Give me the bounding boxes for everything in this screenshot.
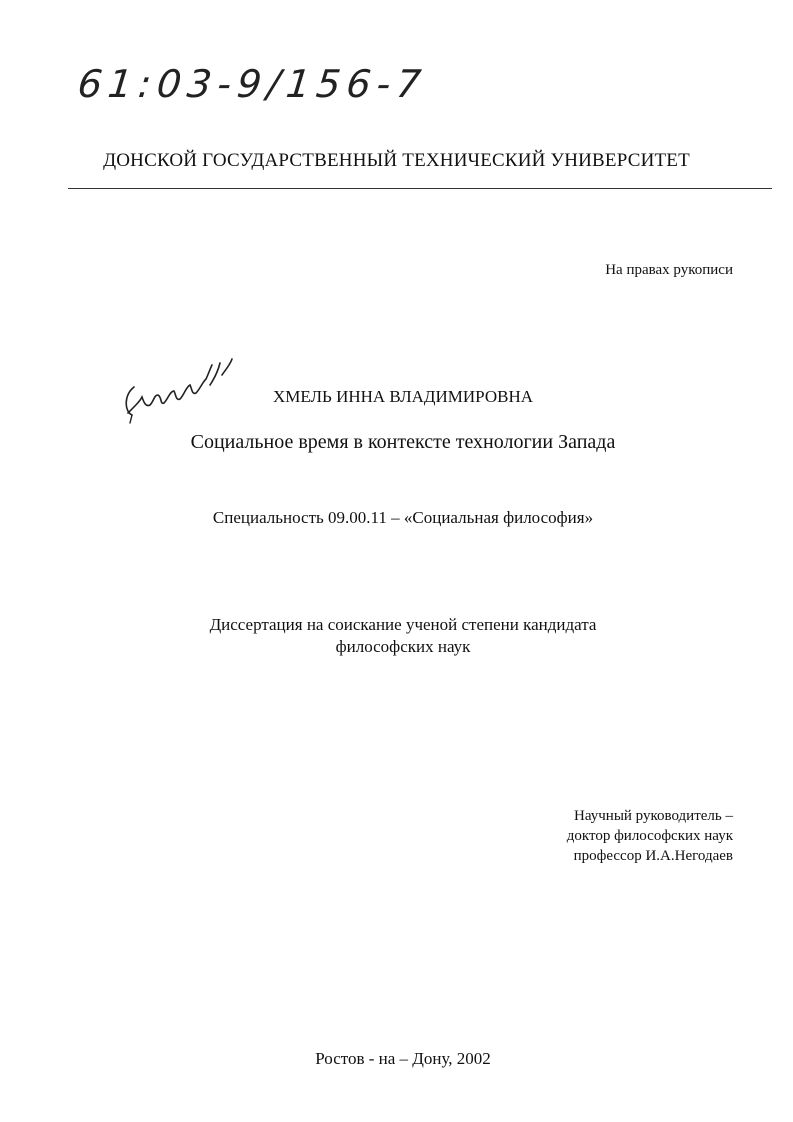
supervisor-degree: доктор философских наук	[566, 828, 733, 844]
dissertation-title: Социальное время в контексте технологии Запада	[190, 431, 616, 453]
handwritten-signature	[118, 345, 248, 425]
manuscript-note: На правах рукописи	[605, 262, 733, 278]
degree-statement	[0, 614, 793, 658]
supervisor-name: профессор И.А.Негодаев	[573, 848, 733, 864]
archive-code: 61:03-9/156-7	[75, 62, 429, 106]
place-and-year: Ростов - на – Дону, 2002	[315, 1049, 491, 1068]
specialty: Специальность 09.00.11 – «Социальная философия»	[212, 508, 594, 527]
degree-statement-line: Диссертация на соискание ученой степени кандидата	[209, 615, 597, 634]
supervisor-block	[567, 806, 733, 866]
author-name: ХМЕЛЬ ИННА ВЛАДИМИРОВНА	[272, 387, 534, 406]
supervisor-role: Научный руководитель –	[574, 808, 733, 824]
university-name: ДОНСКОЙ ГОСУДАРСТВЕННЫЙ ТЕХНИЧЕСКИЙ УНИВЕРСИТЕТ	[103, 150, 690, 171]
header-divider	[68, 188, 772, 189]
degree-statement-line: философских наук	[335, 637, 471, 656]
